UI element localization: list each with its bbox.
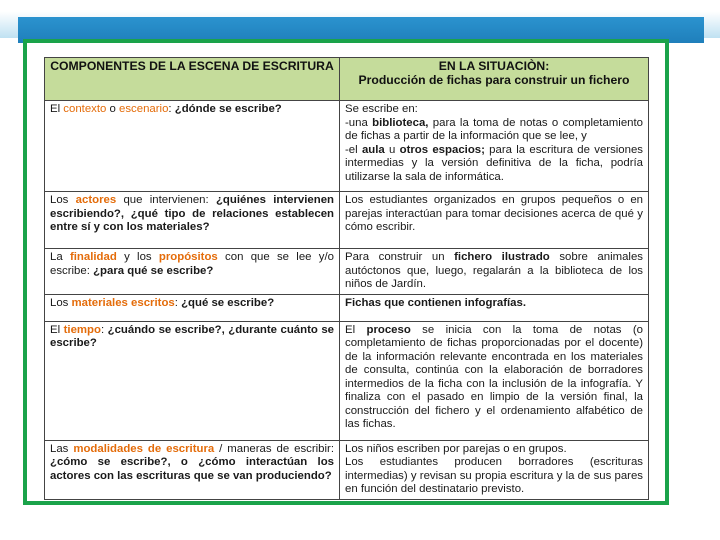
row-modalities-answer: Los niños escriben por parejas o en grupos. Los estudiantes producen borradores (escrituras intermedias) y revisan su propia escritura y la de sus pares en función del destinatario previsto. — [340, 440, 649, 499]
writing-scene-table — [44, 57, 649, 500]
table-row — [45, 440, 649, 499]
row-purpose-label: La finalidad y los propósitos con que se lee y/o escribe: ¿para qué se escribe? — [45, 249, 340, 295]
header-situation-subtitle: Producción de fichas para construir un fichero — [358, 73, 630, 87]
row-materials-answer: Fichas que contienen infografías. — [340, 294, 649, 321]
header-components: COMPONENTES DE LA ESCENA DE ESCRITURA — [45, 58, 340, 101]
row-actors-answer: Los estudiantes organizados en grupos pequeños o en parejas interactúan para tomar decisiones acerca de qué y cómo escribir. — [340, 192, 649, 249]
table-row — [45, 294, 649, 321]
row-materials-label: Los materiales escritos: ¿qué se escribe? — [45, 294, 340, 321]
row-modalities-label: Las modalidades de escritura / maneras de escribir: ¿cómo se escribe?, o ¿cómo interactúan los actores con las escrituras que se van produciendo? — [45, 440, 340, 499]
row-purpose-answer: Para construir un fichero ilustrado sobre animales autóctonos que, luego, regalarán a la biblioteca de los niños de Jardín. — [340, 249, 649, 295]
table-row — [45, 192, 649, 249]
table-row — [45, 321, 649, 440]
table-row — [45, 101, 649, 192]
header-situation — [340, 58, 649, 101]
table-header-row — [45, 58, 649, 101]
header-situation-title: EN LA SITUACIÒN: — [438, 59, 550, 73]
table-row — [45, 249, 649, 295]
row-context-label: El contexto o escenario: ¿dónde se escribe? — [45, 101, 340, 192]
row-time-answer: El proceso se inicia con la toma de notas (o completamiento de fichas proporcionadas por el docente) de la información relevante encontrada en los materiales de consulta, continúa con la elaboración de borradores intermedios de la ficha con la inclusión de la infografía. Y finaliza con el pasado en limpio de la versión final, la construcción del fichero y el ordenamiento alfabético de las fichas. — [340, 321, 649, 440]
row-time-label: El tiempo: ¿cuándo se escribe?, ¿durante cuánto se escribe? — [45, 321, 340, 440]
row-actors-label: Los actores que intervienen: ¿quiénes intervienen escribiendo?, ¿qué tipo de relaciones establecen entre sí y con los materiales? — [45, 192, 340, 249]
row-context-answer: Se escribe en: -una biblioteca, para la toma de notas o completamiento de fichas a partir de la información que se lee, y -el aula u otros espacios; para la escritura de versiones intermedias y la versión definitiva de la ficha, podría utilizarse la sala de informática. — [340, 101, 649, 192]
